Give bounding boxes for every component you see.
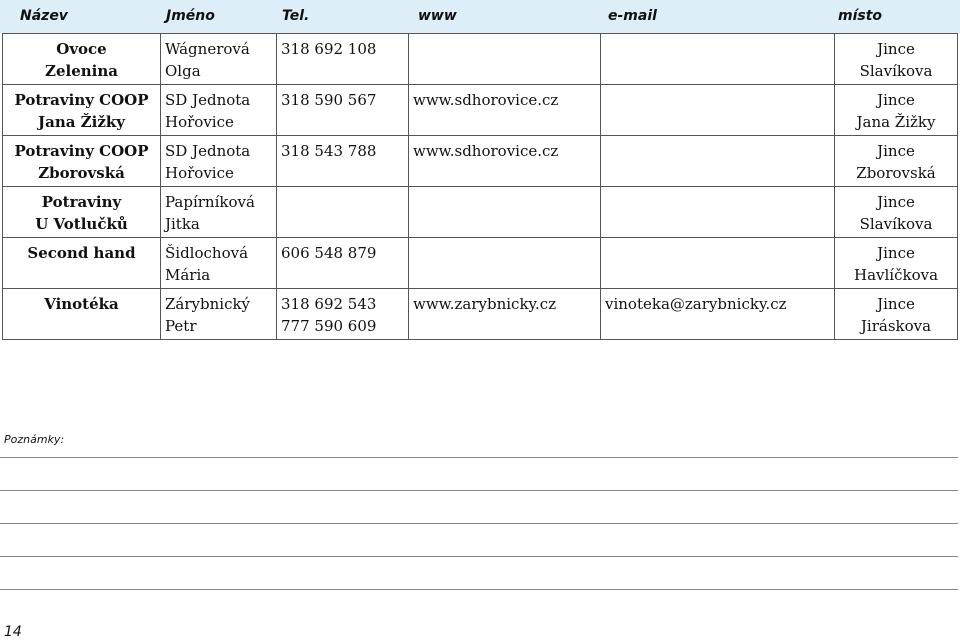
website-cell [409, 85, 601, 136]
contact-person-line: Petr [165, 317, 197, 335]
phone-cell [277, 289, 409, 340]
phone-line: 318 692 108 [281, 40, 377, 58]
contact-person-cell [161, 187, 277, 238]
shop-name-line: Vinotéka [44, 295, 119, 313]
shop-name-cell [3, 238, 161, 289]
table-header [0, 0, 960, 33]
contact-person-cell [161, 289, 277, 340]
website-cell [409, 187, 601, 238]
shop-name-line: Potraviny COOP [14, 91, 149, 109]
header-email: e-mail [608, 8, 657, 24]
contact-person-line: Zárybnický [165, 295, 251, 313]
page-number: 14 [4, 624, 22, 640]
website-line: www.sdhorovice.cz [413, 91, 559, 109]
phone-cell [277, 187, 409, 238]
location-cell [835, 238, 958, 289]
shop-name-cell [3, 289, 161, 340]
shop-name-line: U Votlučků [35, 215, 128, 233]
location-line: Jiráskova [860, 317, 932, 335]
contact-person-line: Olga [165, 62, 201, 80]
table-row [3, 85, 958, 136]
phone-line: 777 590 609 [281, 317, 377, 335]
website-cell [409, 289, 601, 340]
location-cell [835, 187, 958, 238]
location-line: Jince [877, 91, 915, 109]
header-www: www [418, 8, 457, 24]
website-cell [409, 136, 601, 187]
contact-person-cell [161, 85, 277, 136]
phone-cell [277, 34, 409, 85]
shop-name-cell [3, 85, 161, 136]
header-misto: místo [838, 8, 883, 24]
contact-person-line: SD Jednota [165, 142, 251, 160]
location-line: Jince [877, 244, 915, 262]
email-cell [601, 136, 835, 187]
email-cell [601, 187, 835, 238]
email-cell [601, 238, 835, 289]
shop-name-line: Second hand [27, 244, 136, 262]
notes-line [0, 589, 958, 590]
shop-name-line: Jana Žižky [38, 113, 125, 131]
shop-name-line: Zborovská [38, 164, 125, 182]
contact-person-line: SD Jednota [165, 91, 251, 109]
website-line: www.zarybnicky.cz [413, 295, 557, 313]
shop-name-line: Ovoce [56, 40, 107, 58]
location-line: Jince [877, 295, 915, 313]
shop-directory-table [2, 33, 958, 340]
shop-name-line: Potraviny [41, 193, 122, 211]
contact-person-line: Wágnerová [165, 40, 250, 58]
contact-person-line: Šidlochová [165, 244, 249, 262]
header-jmeno: Jméno [166, 8, 215, 24]
notes-line [0, 490, 958, 491]
contact-person-line: Papírníková [165, 193, 255, 211]
phone-cell [277, 85, 409, 136]
notes-label: Poznámky: [4, 433, 65, 446]
location-line: Jince [877, 40, 915, 58]
location-line: Slavíkova [859, 62, 933, 80]
table-row [3, 187, 958, 238]
location-cell [835, 85, 958, 136]
email-line: vinoteka@zarybnicky.cz [605, 295, 787, 313]
table-row [3, 34, 958, 85]
phone-line: 318 543 788 [281, 142, 377, 160]
location-line: Havlíčkova [853, 266, 939, 284]
email-cell [601, 289, 835, 340]
contact-person-cell [161, 238, 277, 289]
contact-person-line: Hořovice [165, 113, 234, 131]
website-cell [409, 238, 601, 289]
shop-name-line: Zelenina [45, 62, 118, 80]
notes-line [0, 556, 958, 557]
shop-name-cell [3, 34, 161, 85]
phone-cell [277, 136, 409, 187]
table-row [3, 289, 958, 340]
table-row [3, 238, 958, 289]
shop-name-cell [3, 187, 161, 238]
header-nazev: Název [20, 8, 68, 24]
email-cell [601, 34, 835, 85]
location-line: Jince [877, 193, 915, 211]
table-body [3, 34, 958, 340]
phone-line: 318 590 567 [281, 91, 377, 109]
contact-person-line: Mária [165, 266, 211, 284]
location-cell [835, 136, 958, 187]
location-line: Slavíkova [859, 215, 933, 233]
phone-cell [277, 238, 409, 289]
website-line: www.sdhorovice.cz [413, 142, 559, 160]
contact-person-cell [161, 136, 277, 187]
contact-person-line: Jitka [165, 215, 200, 233]
notes-line [0, 457, 958, 458]
header-tel: Tel. [282, 8, 310, 24]
location-cell [835, 34, 958, 85]
contact-person-cell [161, 34, 277, 85]
contact-person-line: Hořovice [165, 164, 234, 182]
shop-name-cell [3, 136, 161, 187]
notes-line [0, 523, 958, 524]
website-cell [409, 34, 601, 85]
location-line: Jana Žižky [856, 113, 936, 131]
table-row [3, 136, 958, 187]
location-line: Zborovská [856, 164, 936, 182]
shop-name-line: Potraviny COOP [14, 142, 149, 160]
phone-line: 318 692 543 [281, 295, 377, 313]
location-line: Jince [877, 142, 915, 160]
email-cell [601, 85, 835, 136]
location-cell [835, 289, 958, 340]
phone-line: 606 548 879 [281, 244, 377, 262]
